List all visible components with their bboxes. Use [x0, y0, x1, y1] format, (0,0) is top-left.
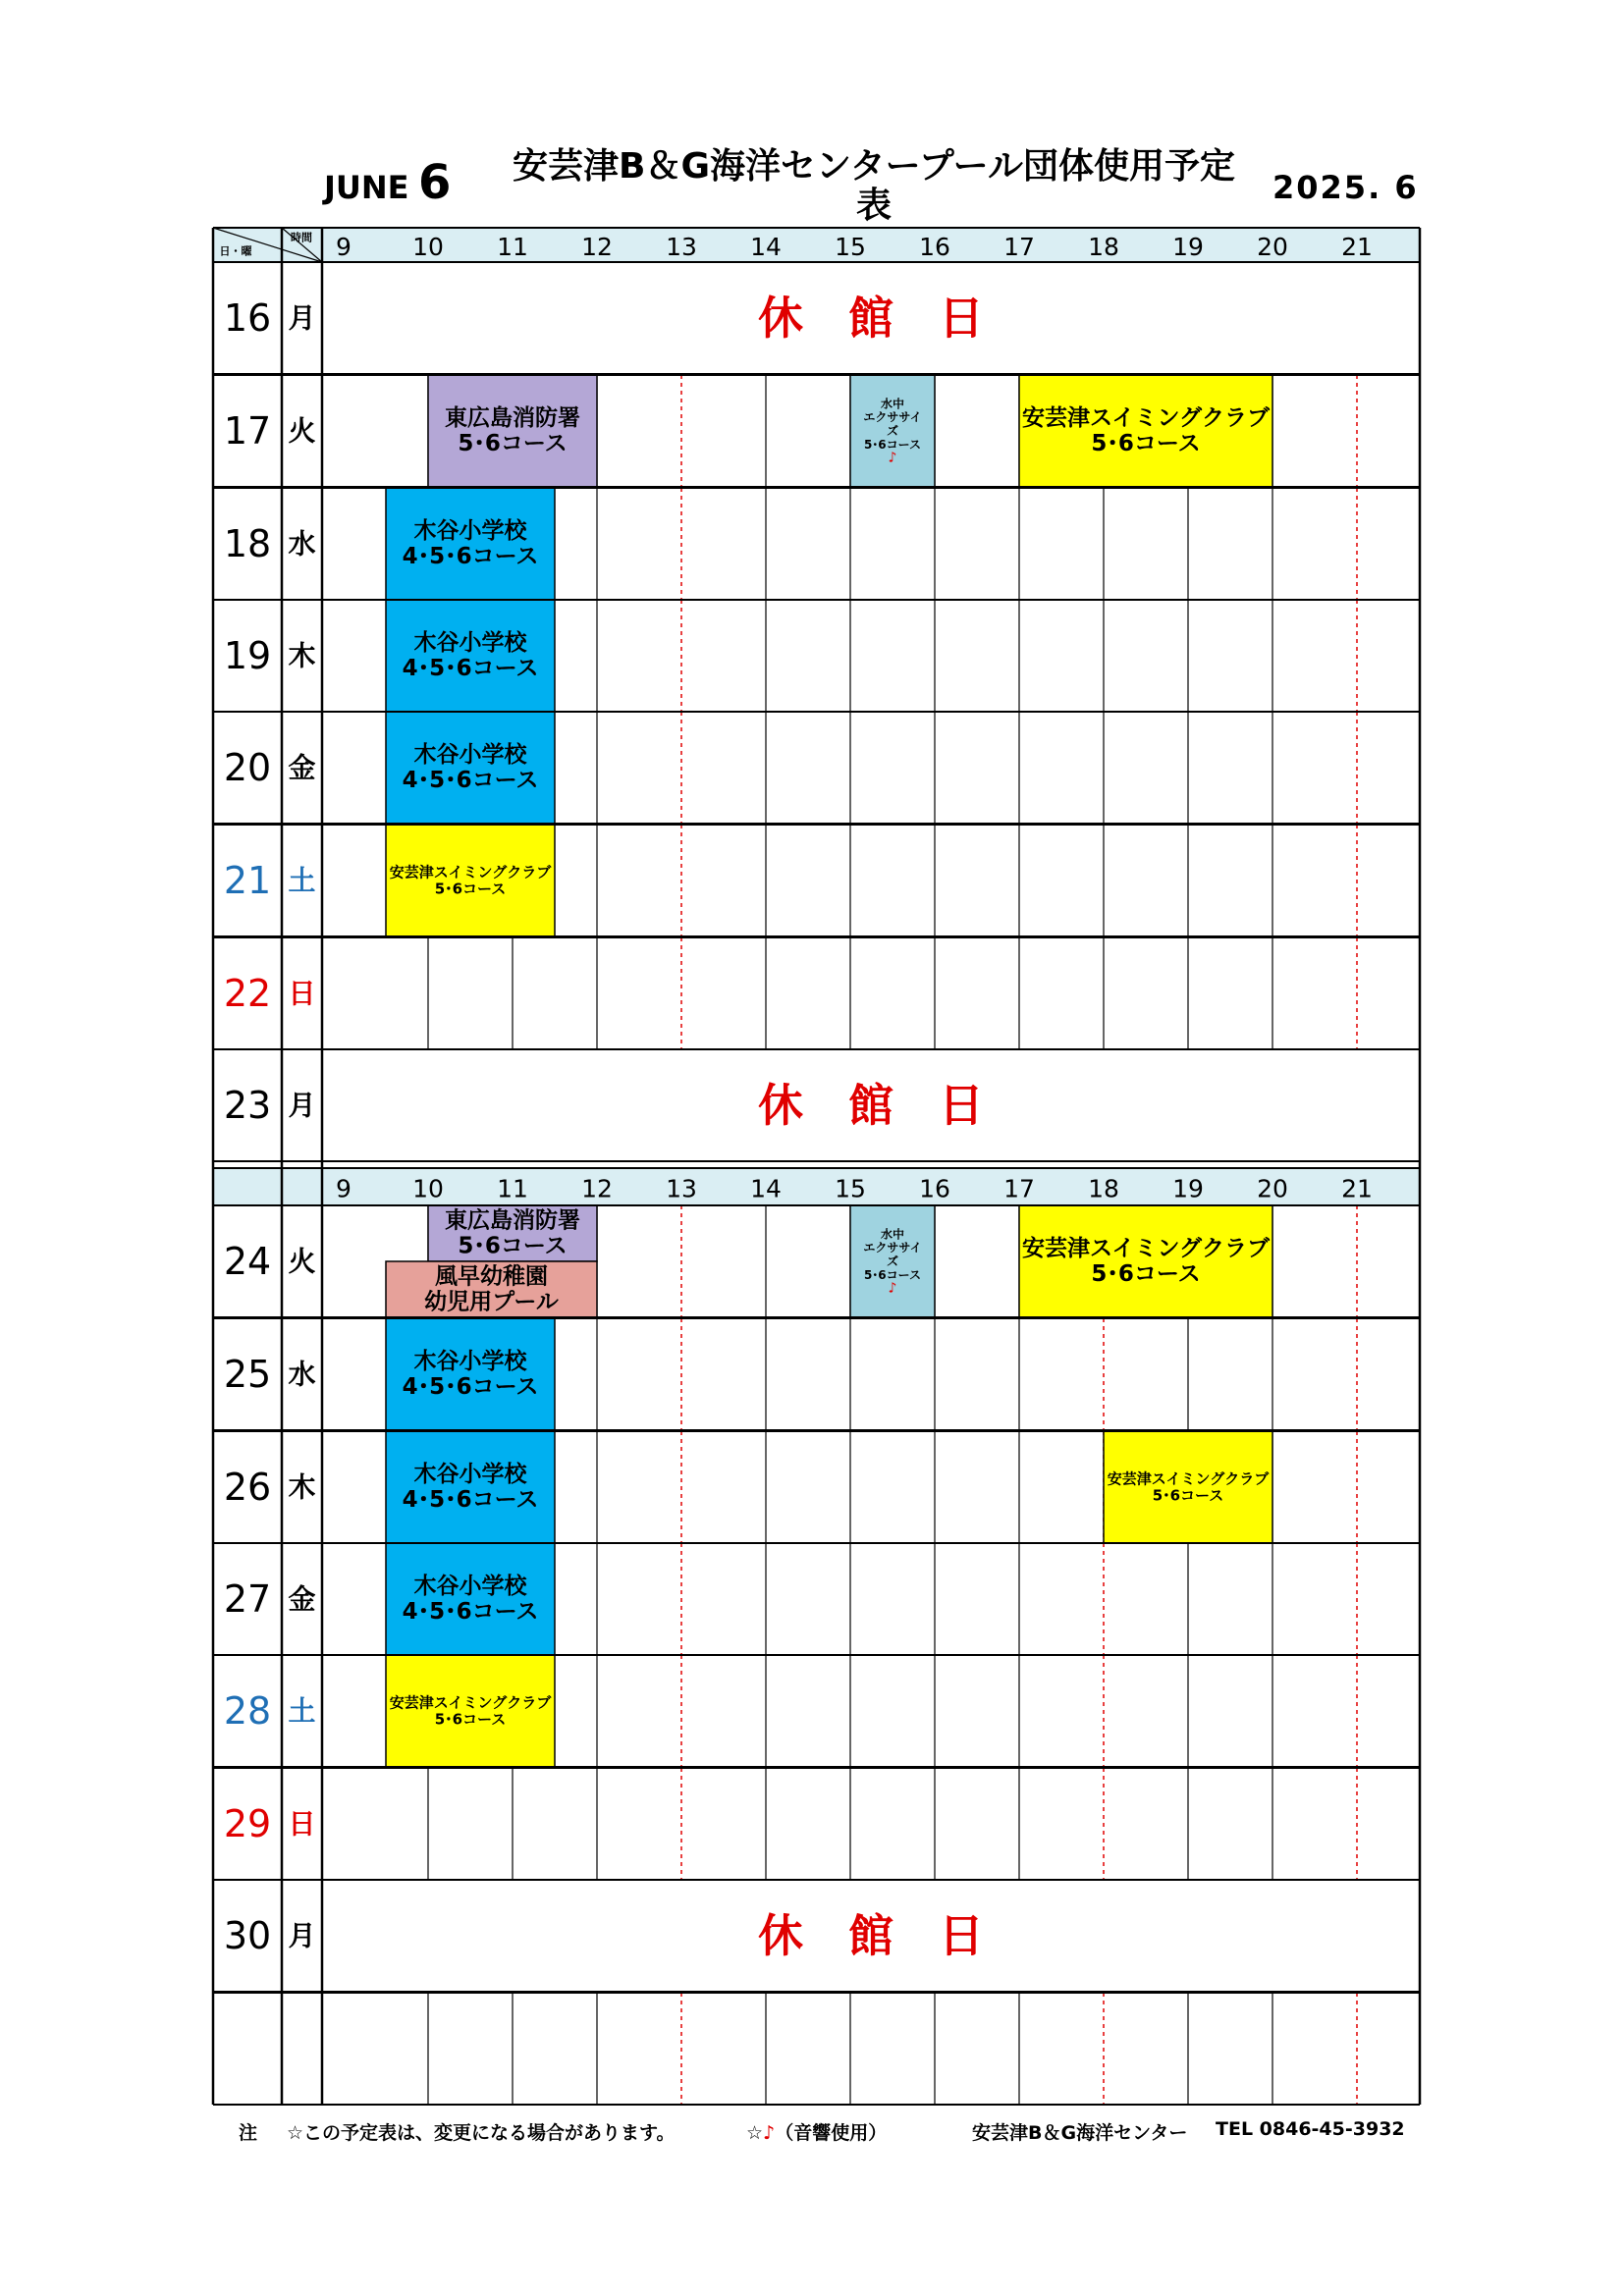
corner-time-label: 時間: [291, 231, 312, 244]
hour-label: 11: [497, 1174, 528, 1203]
event-label: エクササイ: [863, 410, 922, 425]
weekday-label: 月: [288, 301, 316, 335]
day-number: 26: [223, 1466, 272, 1509]
weekday-label: 金: [288, 1582, 316, 1616]
weekday-label: 水: [288, 1358, 316, 1391]
weekday-label: 土: [288, 1694, 316, 1728]
event-label: 安芸津スイミングクラブ: [1021, 404, 1271, 431]
day-number: 18: [223, 522, 272, 565]
hour-label: 13: [666, 233, 697, 261]
hour-label: 19: [1172, 233, 1204, 261]
hour-label: 15: [835, 233, 866, 261]
day-number: 16: [223, 296, 272, 340]
hour-label: 10: [412, 1174, 444, 1203]
event-label: 4･5･6コース: [402, 768, 539, 794]
event-label: 4･5･6コース: [402, 1599, 539, 1626]
event-label: 東広島消防署: [445, 1207, 580, 1234]
hour-label: 16: [919, 1174, 950, 1203]
time-header-band-1: [213, 228, 1420, 262]
weekday-label: 木: [288, 1470, 316, 1504]
event-label: 幼児用プール: [424, 1289, 559, 1315]
month-label: JUNE: [324, 169, 409, 206]
day-number: 28: [223, 1689, 272, 1733]
hour-label: 18: [1088, 1174, 1119, 1203]
music-note-icon: ♪: [763, 2122, 776, 2144]
hour-label: 15: [835, 1174, 866, 1203]
weekday-label: 月: [288, 1089, 316, 1122]
hour-label: 21: [1341, 233, 1373, 261]
event-label: 4･5･6コース: [402, 1374, 539, 1401]
event-label: 5･6コース: [434, 880, 507, 898]
weekday-label: 火: [288, 414, 316, 448]
closed-day-banner: 休 館 日: [758, 1079, 984, 1132]
closed-day-banner: 休 館 日: [758, 1909, 984, 1962]
weekday-label: 水: [288, 527, 316, 561]
hour-label: 17: [1003, 1174, 1035, 1203]
time-header-band-2: [213, 1168, 1420, 1205]
hour-label: 14: [750, 1174, 782, 1203]
event-label: 木谷小学校: [413, 1573, 527, 1599]
event-label: 5･6コース: [458, 431, 568, 457]
hour-label: 20: [1257, 1174, 1288, 1203]
hour-label: 19: [1172, 1174, 1204, 1203]
event-label: ズ: [886, 424, 899, 438]
weekday-label: 木: [288, 639, 316, 672]
weekday-label: 日: [288, 977, 316, 1010]
hour-label: 10: [412, 233, 444, 261]
telephone: TEL 0846-45-3932: [1216, 2118, 1405, 2140]
day-number: 30: [223, 1914, 272, 1957]
event-label: 木谷小学校: [413, 741, 527, 768]
hour-label: 12: [581, 233, 613, 261]
event-label: ズ: [886, 1255, 899, 1268]
weekday-label: 金: [288, 751, 316, 784]
event-label: 水中: [880, 1227, 905, 1242]
event-label: 5･6コース: [434, 1710, 507, 1729]
event-label: 5･6コース: [1152, 1486, 1224, 1505]
hour-label: 11: [497, 233, 528, 261]
hour-label: 13: [666, 1174, 697, 1203]
page-title: 安芸津B＆G海洋センタープール団体使用予定表: [513, 146, 1235, 226]
day-number: 24: [223, 1240, 272, 1283]
event-label: 木谷小学校: [413, 629, 527, 656]
event-label: 5･6コース: [863, 437, 922, 452]
day-number: 17: [223, 409, 272, 453]
event-label: 安芸津スイミングクラブ: [1021, 1235, 1271, 1261]
day-number: 23: [223, 1084, 272, 1127]
note-label: 注: [239, 2122, 258, 2144]
event-label: 水中: [880, 397, 905, 411]
hour-label: 14: [750, 233, 782, 261]
day-number: 27: [223, 1577, 272, 1621]
event-label: 東広島消防署: [445, 404, 580, 431]
event-label: 5･6コース: [863, 1267, 922, 1282]
music-legend-star: ☆: [746, 2122, 764, 2144]
hour-label: 18: [1088, 233, 1119, 261]
day-number: 29: [223, 1802, 272, 1845]
day-number: 25: [223, 1353, 272, 1396]
weekday-label: 火: [288, 1245, 316, 1278]
event-label: 5･6コース: [1091, 431, 1201, 457]
event-label: 4･5･6コース: [402, 1487, 539, 1514]
event-label: 4･5･6コース: [402, 656, 539, 682]
day-number: 22: [223, 972, 272, 1015]
music-note-icon: ♪: [888, 450, 897, 466]
schedule-date: 2025. 6: [1272, 169, 1419, 206]
closed-day-banner: 休 館 日: [758, 292, 984, 345]
event-label: 木谷小学校: [413, 1348, 527, 1374]
event-label: 風早幼稚園: [435, 1263, 548, 1290]
day-number: 19: [223, 634, 272, 677]
event-label: 木谷小学校: [413, 517, 527, 544]
corner-date-label: 日・曜: [219, 244, 252, 258]
weekday-label: 日: [288, 1807, 316, 1841]
music-note-icon: ♪: [888, 1280, 897, 1297]
event-label: 安芸津スイミングクラブ: [389, 1693, 552, 1712]
day-number: 20: [223, 746, 272, 789]
hour-label: 9: [336, 233, 352, 261]
event-label: エクササイ: [863, 1241, 922, 1255]
organization-name: 安芸津B＆G海洋センター: [972, 2122, 1188, 2144]
event-label: 木谷小学校: [413, 1461, 527, 1487]
event-label: 安芸津スイミングクラブ: [389, 863, 552, 881]
note-text: ☆この予定表は、変更になる場合があります。: [287, 2122, 676, 2144]
day-number: 21: [223, 859, 272, 902]
music-legend-text: （音響使用）: [775, 2122, 888, 2144]
weekday-label: 土: [288, 864, 316, 897]
event-label: 5･6コース: [458, 1233, 568, 1259]
hour-label: 16: [919, 233, 950, 261]
event-label: 5･6コース: [1091, 1261, 1201, 1288]
hour-label: 12: [581, 1174, 613, 1203]
event-label: 安芸津スイミングクラブ: [1107, 1469, 1270, 1488]
month-number: 6: [418, 155, 452, 210]
hour-label: 9: [336, 1174, 352, 1203]
weekday-label: 月: [288, 1919, 316, 1952]
event-label: 4･5･6コース: [402, 544, 539, 570]
music-legend: [746, 2118, 887, 2145]
hour-label: 21: [1341, 1174, 1373, 1203]
hour-label: 17: [1003, 233, 1035, 261]
hour-label: 20: [1257, 233, 1288, 261]
